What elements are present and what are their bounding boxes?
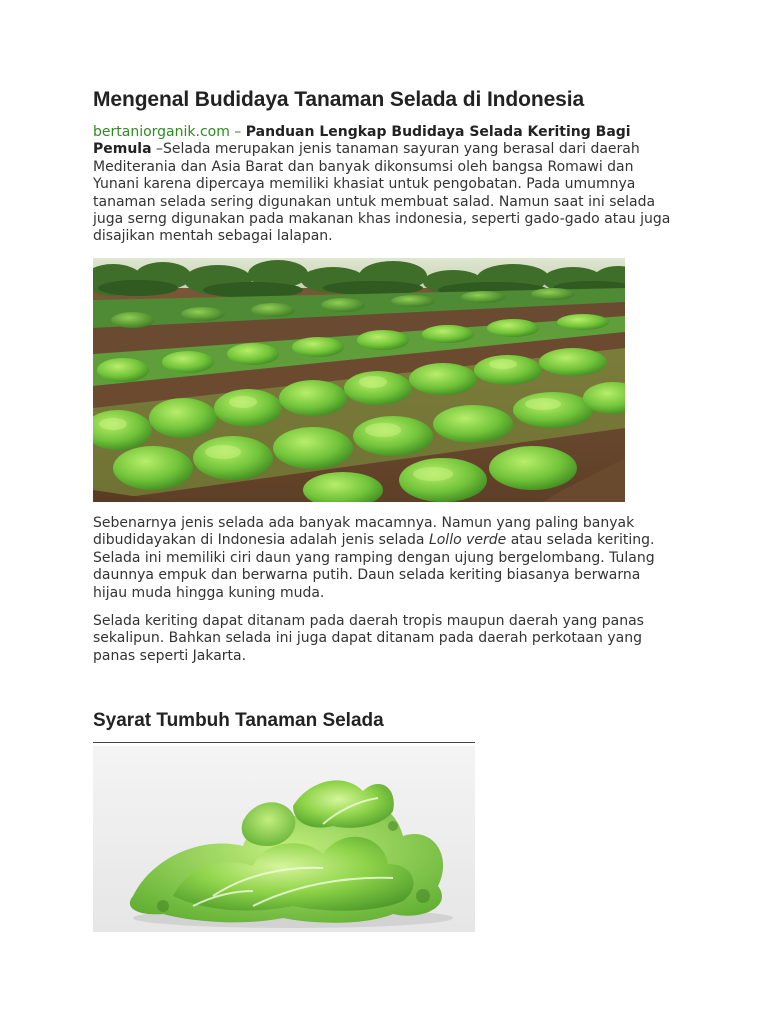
para2-italic-term: Lollo verde (428, 532, 507, 549)
article-title: Mengenal Budidaya Tanaman Selada di Indonesia (93, 88, 585, 111)
para2-before: Sebenarnya jenis selada ada banyak macamnya. Namun yang paling banyak dibudidayakan di Indonesia adalah jenis selada (93, 515, 635, 549)
body-paragraph-types (93, 515, 673, 602)
source-dash: – (229, 124, 246, 140)
source-link[interactable]: bertaniorganik.com (93, 124, 230, 140)
lettuce-field-photo (93, 258, 625, 502)
lettuce-photo (93, 746, 475, 932)
body-paragraph-growing: Selada keriting dapat ditanam pada daerah tropis maupun daerah yang panas sekalipun. Bahkan selada ini juga dapat ditanam pada daerah perkotaan yang panas seperti Jakarta. (93, 613, 644, 664)
intro-lead: Panduan Lengkap Budidaya Selada Keriting Bagi Pemula (93, 124, 631, 158)
para2-after: atau selada keriting. Selada ini memiliki ciri daun yang ramping dengan ujung bergelombang. Tulang daunnya empuk dan berwarna putih. Daun selada keriting biasanya berwarna hijau muda hingga kuning muda. (93, 532, 655, 601)
section-heading: Syarat Tumbuh Tanaman Selada (93, 710, 384, 731)
section-divider (93, 742, 475, 743)
intro-text: –Selada merupakan jenis tanaman sayuran yang berasal dari daerah Mediterania dan Asia Barat dan banyak dikonsumsi oleh bangsa Romawi dan Yunani karena dipercaya memiliki khasiat untuk pengobatan. Pada umumnya tanaman selada sering digunakan untuk membuat salad. Namun saat ini selada juga serng digunakan pada makanan khas indonesia, seperti gado-gado atau juga disajikan mentah sebagai lalapan. (93, 141, 671, 245)
intro-paragraph (93, 124, 673, 246)
